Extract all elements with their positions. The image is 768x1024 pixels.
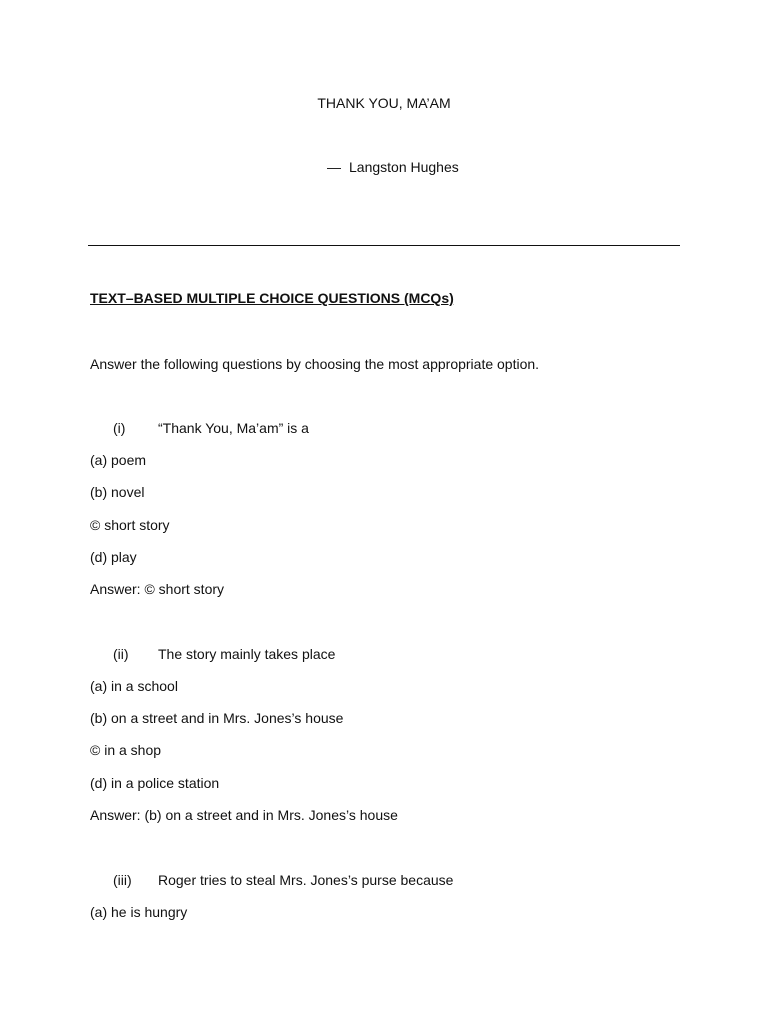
question-number: (ii) (113, 646, 129, 662)
option-b: (b) on a street and in Mrs. Jones’s house (90, 710, 344, 726)
option-b: (b) novel (90, 484, 145, 500)
instructions-text: Answer the following questions by choosing the most appropriate option. (90, 356, 540, 372)
answer-text: Answer: (b) on a street and in Mrs. Jones’s house (90, 807, 398, 823)
question-number: (i) (113, 420, 126, 436)
question-text: Roger tries to steal Mrs. Jones’s purse because (158, 872, 454, 888)
author-line (327, 158, 459, 176)
question-text: The story mainly takes place (158, 646, 336, 662)
story-title: THANK YOU, MA’AM (317, 95, 451, 111)
option-a: (a) poem (90, 452, 147, 468)
answer-text: Answer: © short story (90, 581, 225, 597)
question-text: “Thank You, Ma’am” is a (158, 420, 309, 436)
option-a: (a) in a school (90, 678, 178, 694)
horizontal-divider (88, 245, 680, 246)
author-dash: — (327, 159, 341, 175)
author-name: Langston Hughes (349, 159, 459, 175)
question-number: (iii) (113, 872, 132, 888)
section-heading: TEXT–BASED MULTIPLE CHOICE QUESTIONS (MCQs) (90, 290, 454, 306)
option-a: (a) he is hungry (90, 904, 188, 920)
option-c: © short story (90, 517, 170, 533)
option-d: (d) play (90, 549, 137, 565)
option-d: (d) in a police station (90, 775, 220, 791)
option-c: © in a shop (90, 742, 162, 758)
